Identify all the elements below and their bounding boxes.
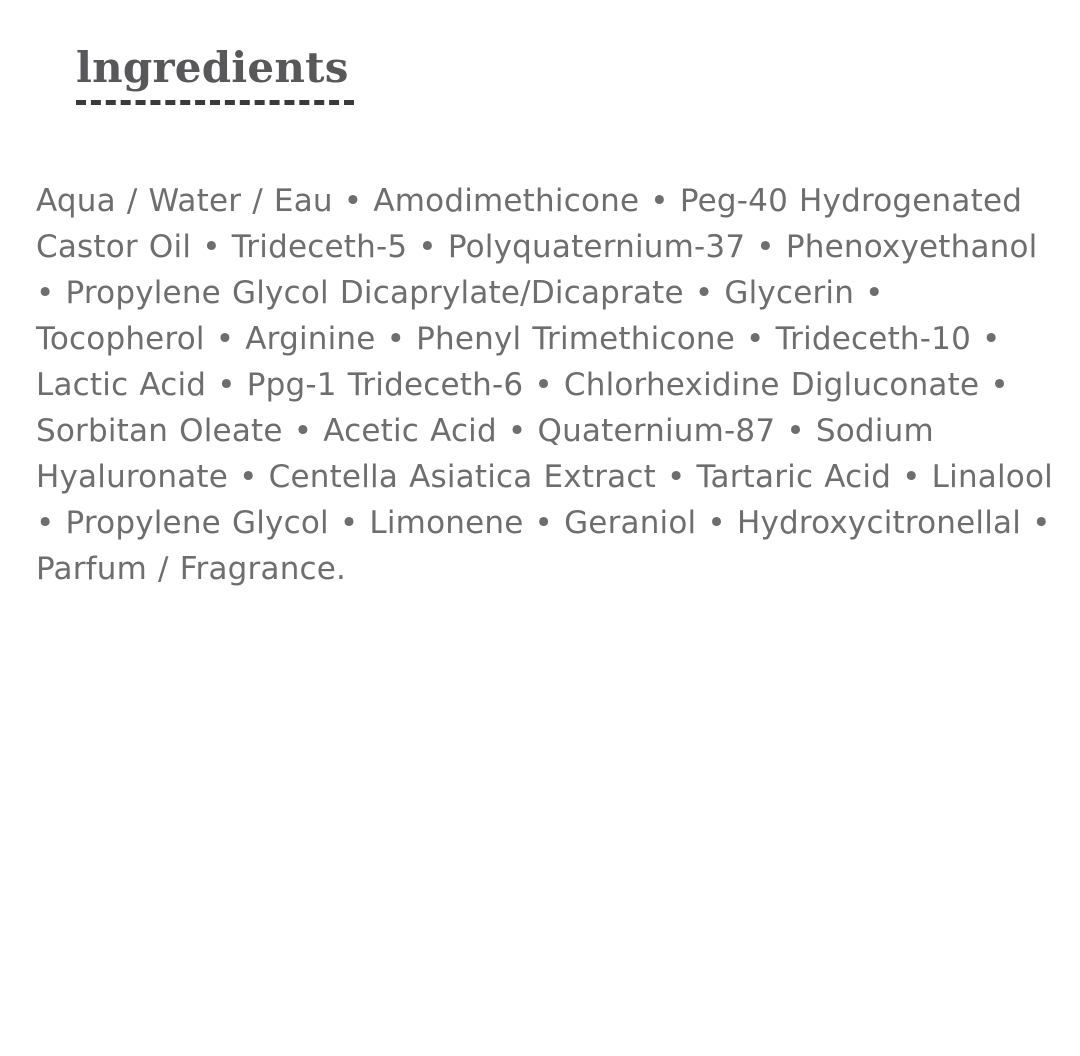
heading-block <box>76 44 976 105</box>
page-title: lngredients <box>76 43 349 92</box>
title-underline-divider <box>76 100 354 105</box>
ingredients-text: Aqua / Water / Eau • Amodimethicone • Peg-40 Hydrogenated Castor Oil • Trideceth-5 • Polyquaternium-37 • Phenoxyethanol • Propylene Glycol Dicaprylate/Dicaprate • Glycerin • Tocopherol • Arginine • Phenyl Trimethicone • Trideceth-10 • Lactic Acid • Ppg-1 Trideceth-6 • Chlorhexidine Digluconate • Sorbitan Oleate • Acetic Acid • Quaternium-87 • Sodium Hyaluronate • Centella Asiatica Extract • Tartaric Acid • Linalool • Propylene Glycol • Limonene • Geraniol • Hydroxycitronellal • Parfum / Fragrance. <box>36 183 1053 587</box>
